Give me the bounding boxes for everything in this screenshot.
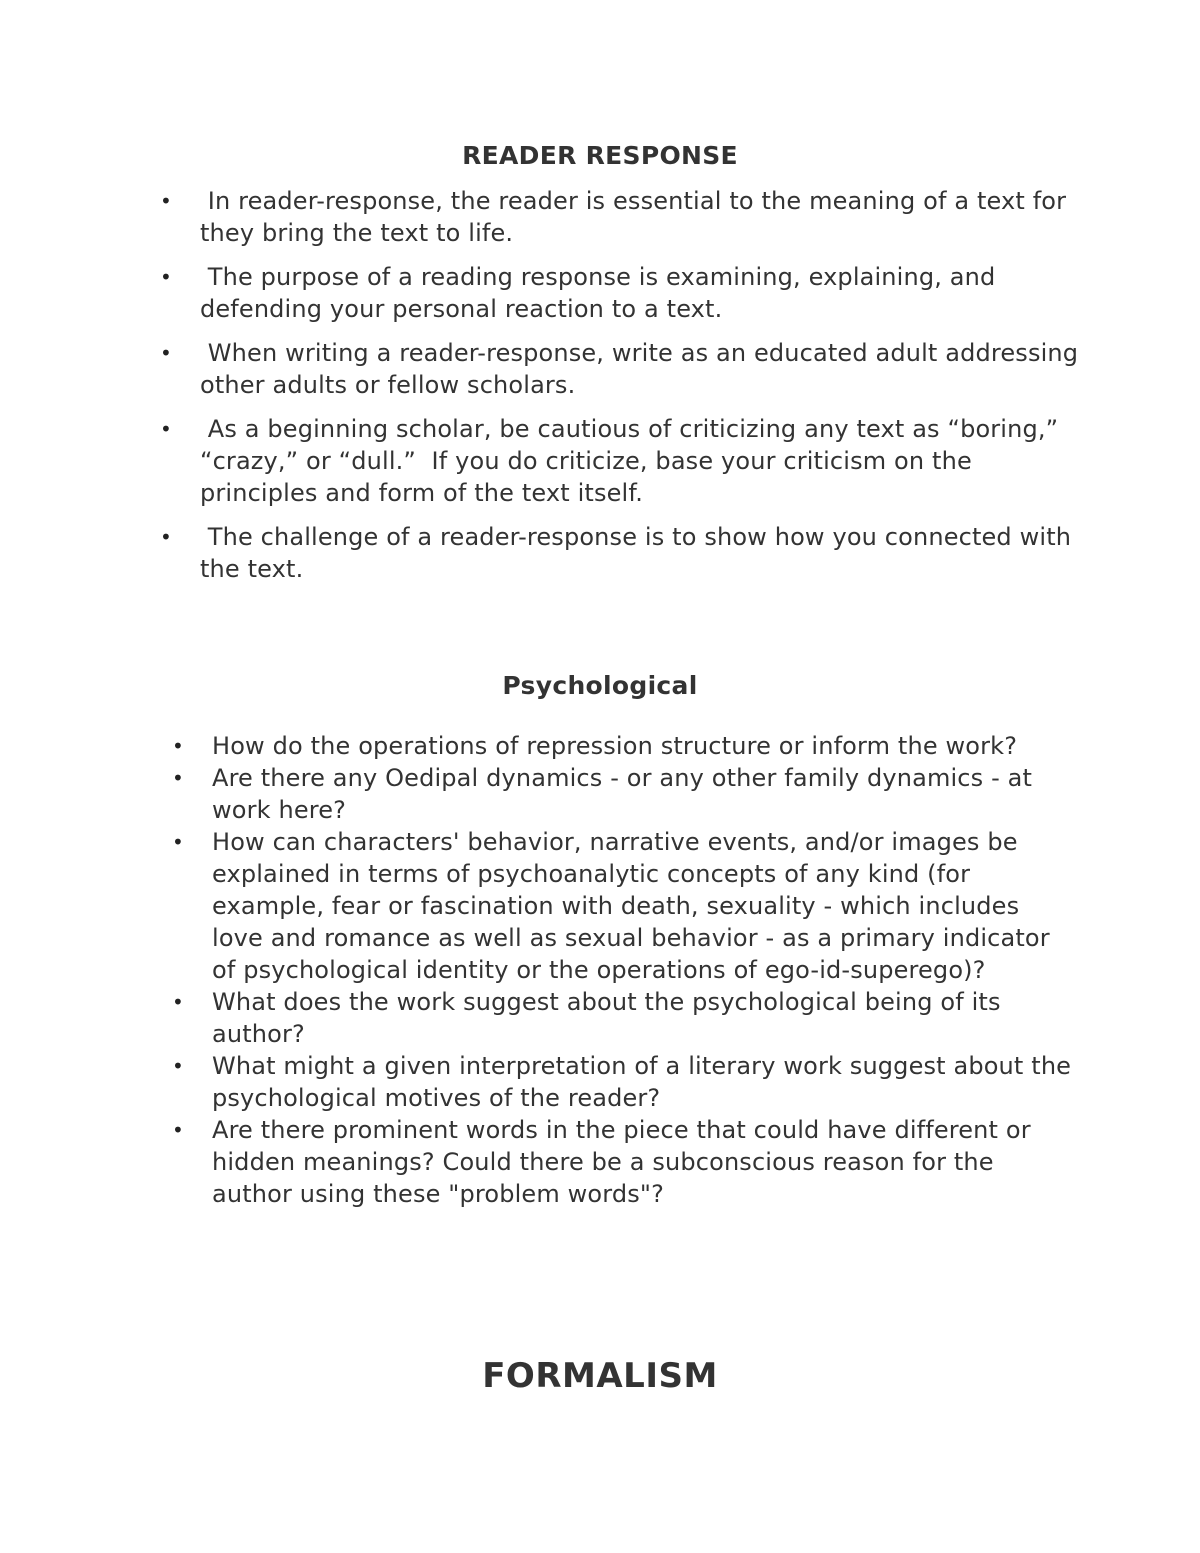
- list-item-text: How do the operations of repression structure or inform the work?: [212, 732, 1018, 760]
- list-item: [172, 730, 1072, 762]
- list-item: [172, 826, 1072, 986]
- bullet-icon: •: [172, 830, 184, 854]
- list-item-text: Are there any Oedipal dynamics - or any other family dynamics - at work here?: [212, 764, 1033, 824]
- psychological-list: [172, 730, 1072, 1210]
- list-item-text: How can characters' behavior, narrative events, and/or images be explained in terms of psychoanalytic concepts of any kind (for example, fear or fascination with death, sexuality - which includes love and romance as well as sexual behavior - as a primary indicator of psychological identity or the operations of ego-id-superego)?: [212, 828, 1050, 984]
- bullet-icon: •: [172, 766, 184, 790]
- bullet-icon: •: [172, 734, 184, 758]
- reader-response-heading: READER RESPONSE: [462, 141, 738, 170]
- list-item: [172, 1050, 1072, 1114]
- reader-response-list: [160, 185, 1086, 597]
- list-item: [160, 413, 1080, 509]
- list-item: [172, 762, 1072, 826]
- bullet-icon: •: [172, 1054, 184, 1078]
- psychological-heading: Psychological: [502, 671, 698, 700]
- list-item: [160, 521, 1080, 585]
- list-item-text: The purpose of a reading response is examining, explaining, and defending your personal reaction to a text.: [200, 263, 1004, 323]
- bullet-icon: •: [172, 990, 184, 1014]
- list-item-text: As a beginning scholar, be cautious of criticizing any text as “boring,” “crazy,” or “dull.” If you do criticize, base your criticism on the principles and form of the text itself.: [200, 415, 1067, 507]
- list-item-text: What might a given interpretation of a literary work suggest about the psychological motives of the reader?: [212, 1052, 1072, 1112]
- bullet-icon: •: [160, 265, 172, 289]
- list-item: [172, 1114, 1072, 1210]
- bullet-icon: •: [160, 341, 172, 365]
- list-item-text: What does the work suggest about the psychological being of its author?: [212, 988, 1001, 1048]
- list-item-text: Are there prominent words in the piece that could have different or hidden meanings? Could there be a subconscious reason for the author using these "problem words"?: [212, 1116, 1031, 1208]
- bullet-icon: •: [160, 189, 172, 213]
- list-item: [160, 185, 1080, 249]
- list-item: [172, 986, 1072, 1050]
- list-item-text: In reader-response, the reader is essential to the meaning of a text for they bring the text to life.: [200, 187, 1074, 247]
- list-item: [160, 261, 1080, 325]
- formalism-heading: FORMALISM: [482, 1356, 718, 1396]
- bullet-icon: •: [160, 417, 172, 441]
- list-item-text: The challenge of a reader-response is to show how you connected with the text.: [200, 523, 1079, 583]
- bullet-icon: •: [160, 525, 172, 549]
- bullet-icon: •: [172, 1118, 184, 1142]
- list-item-text: When writing a reader-response, write as an educated adult addressing other adults or fellow scholars.: [200, 339, 1086, 399]
- list-item: [160, 337, 1086, 401]
